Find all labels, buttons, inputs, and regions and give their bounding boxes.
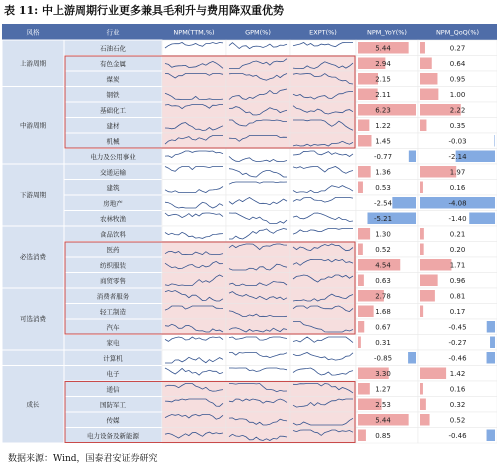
qoq-value: 0.16 [449,183,466,192]
style-cell [2,350,64,366]
industry-label: 轻工制造 [100,307,126,316]
style-label: 成长 [26,400,40,409]
sparkline-cell [162,211,226,227]
industry-label: 传媒 [106,416,120,425]
industry-label: 国防军工 [100,400,126,409]
sparkline-cell [162,149,226,165]
qoq-bar [420,383,423,395]
yoy-bar [358,337,361,349]
yoy-value: 2.53 [375,400,391,409]
qoq-bar [420,182,423,194]
industry-label: 纺织服装 [100,261,126,270]
style-label: 上游周期 [20,59,46,68]
qoq-bar [420,58,432,70]
qoq-value: 0.17 [449,307,466,316]
yoy-bar [358,321,364,333]
industry-label: 机械 [106,137,120,146]
industry-label: 计算机 [103,354,123,363]
column-header: NPM_YoY(%) [367,28,407,37]
qoq-bar [494,135,495,147]
industry-label: 农林牧渔 [100,214,126,223]
column-header: GPM(%) [245,28,271,37]
yoy-bar [392,197,416,209]
industry-label: 石油石化 [100,44,126,53]
yoy-value: 4.54 [375,261,391,270]
data-table [2,24,497,448]
table-title: 表 11: 中上游周期行业更多兼具毛利升与费用降双重优势 [4,4,285,17]
sparkline-cell [162,40,226,56]
qoq-value: -0.46 [448,354,467,363]
yoy-value: 0.52 [375,245,391,254]
sparkline-cell [226,288,290,304]
qoq-bar [420,244,424,256]
industry-label: 电力及公用事业 [90,152,136,161]
industry-label: 电力设备及新能源 [87,431,139,440]
qoq-bar [469,213,495,225]
qoq-bar [420,89,438,101]
industry-label: 建筑 [106,183,120,192]
yoy-bar [358,430,366,442]
sparkline-cell [162,257,226,273]
qoq-bar [420,368,446,380]
qoq-value: 0.35 [449,121,466,130]
yoy-bar [358,228,370,240]
yoy-value: 0.31 [375,338,391,347]
yoy-value: 5.44 [375,416,391,425]
sparkline-cell [290,242,356,258]
qoq-bar [420,306,423,318]
qoq-bar [420,259,451,271]
yoy-bar [358,135,371,147]
qoq-value: 0.96 [449,276,466,285]
sparkline-cell [290,273,356,289]
qoq-value: -0.27 [448,338,467,347]
sparkline-cell [226,164,290,180]
style-label: 下游周期 [20,191,46,199]
column-header: EXPT(%) [309,28,337,37]
sparkline-cell [162,428,226,444]
sparkline-cell [290,350,356,366]
qoq-value: 0.27 [449,44,466,53]
qoq-value: 0.95 [449,75,466,84]
yoy-bar [358,306,374,318]
yoy-bar [358,275,364,287]
yoy-value: 0.63 [375,276,391,285]
yoy-value: 2.15 [375,75,391,84]
yoy-bar [358,383,370,395]
industry-label: 房地产 [103,199,123,208]
qoq-value: 2.22 [449,106,466,115]
yoy-value: 0.67 [375,323,391,332]
yoy-value: 2.94 [375,59,391,68]
industry-label: 电子 [106,369,120,378]
qoq-value: -0.46 [448,431,467,440]
yoy-value: 1.30 [375,230,391,239]
style-label: 可选消费 [20,315,46,323]
sparkline-cell [226,40,290,56]
yoy-value: 0.53 [375,183,391,192]
yoy-bar [358,166,371,178]
qoq-bar [420,73,437,85]
qoq-value: 0.52 [449,416,466,425]
yoy-value: 6.23 [375,106,391,115]
sparkline-cell [162,366,226,382]
sparkline-cell [226,319,290,335]
source-note: 数据来源：Wind，国泰君安证券研究 [8,454,158,464]
qoq-value: 0.81 [449,292,466,301]
yoy-value: 0.85 [375,431,391,440]
industry-label: 家电 [106,338,120,347]
qoq-value: 1.71 [449,261,466,270]
sparkline-cell [226,226,290,242]
qoq-bar [487,321,495,333]
qoq-bar [420,399,426,411]
qoq-value: 0.32 [449,400,466,409]
yoy-value: 1.68 [375,307,391,316]
industry-label: 食品饮料 [100,230,126,239]
sparkline-cell [226,102,290,118]
yoy-value: 2.11 [375,90,391,99]
qoq-bar [420,290,435,302]
sparkline-cell [290,164,356,180]
sparkline-cell [226,87,290,103]
industry-label: 煤炭 [106,75,120,84]
yoy-value: 1.27 [375,385,391,394]
qoq-value: -1.40 [448,214,467,223]
style-label: 必选消费 [20,253,46,261]
qoq-value: -0.03 [448,137,467,146]
qoq-bar [420,42,425,54]
yoy-value: 2.78 [375,292,391,301]
yoy-value: -2.54 [373,199,393,208]
qoq-bar [420,228,424,240]
yoy-bar [408,352,416,364]
industry-label: 有色金属 [100,59,126,68]
qoq-value: -0.45 [448,323,467,332]
qoq-value: -2.14 [448,152,467,161]
sparkline-cell [290,71,356,87]
sparkline-cell [290,288,356,304]
yoy-value: -0.85 [373,354,393,363]
sparkline-cell [290,149,356,165]
yoy-value: 1.36 [375,168,391,177]
yoy-value: -5.21 [373,214,393,223]
industry-label: 商贸零售 [100,276,126,285]
qoq-bar [487,430,495,442]
qoq-value: 0.16 [449,385,466,394]
yoy-value: 5.44 [375,44,391,53]
column-header: 行业 [106,28,120,37]
qoq-value: 1.00 [449,90,466,99]
qoq-value: 0.20 [449,245,466,254]
industry-label: 通信 [106,385,120,394]
yoy-value: 1.45 [375,137,391,146]
yoy-bar [358,120,369,132]
sparkline-cell [226,350,290,366]
column-header: NPM(TTM,%) [173,28,215,37]
industry-label: 基础化工 [100,106,126,115]
industry-label: 钢铁 [106,90,120,99]
qoq-bar [490,337,495,349]
sparkline-cell [290,366,356,382]
qoq-bar [420,120,426,132]
sparkline-cell [162,273,226,289]
sparkline-cell [162,319,226,335]
qoq-value: 1.97 [449,168,466,177]
qoq-bar [487,352,495,364]
yoy-bar [358,244,363,256]
sparkline-cell [162,381,226,397]
industry-label: 建材 [106,121,120,130]
yoy-value: -0.77 [373,152,393,161]
yoy-bar [358,182,363,194]
industry-label: 交通运输 [100,168,126,177]
industry-label: 汽车 [106,323,120,332]
column-header: 风格 [26,28,40,37]
column-header: NPM_QoQ(%) [435,28,480,37]
sparkline-cell [226,118,290,134]
yoy-value: 1.22 [375,121,391,130]
sparkline-cell [162,335,226,351]
industry-label: 消费者服务 [96,292,130,301]
qoq-bar [420,414,430,426]
qoq-value: 1.42 [449,369,466,378]
qoq-value: -4.08 [448,199,467,208]
industry-label: 医药 [106,245,120,254]
qoq-bar [420,275,438,287]
qoq-value: 0.21 [449,230,466,239]
sparkline-cell [162,118,226,134]
yoy-value: 3.30 [375,369,391,378]
sparkline-cell [290,102,356,118]
qoq-value: 0.64 [449,59,466,68]
style-label: 中游周期 [20,121,46,130]
yoy-bar [409,151,416,163]
sparkline-cell [226,428,290,444]
